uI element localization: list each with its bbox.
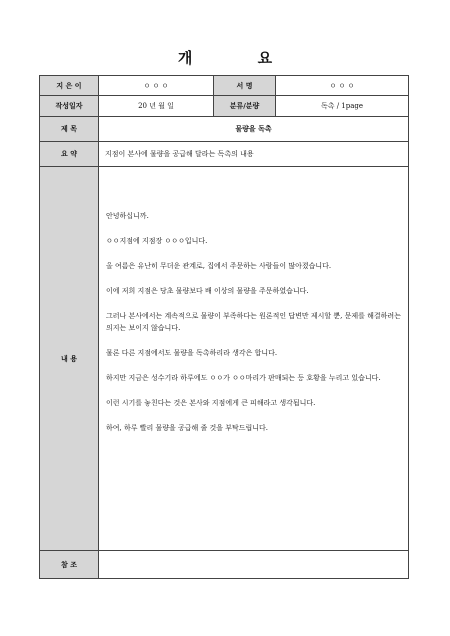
date-value[interactable]: 20 년 월 일 bbox=[99, 96, 214, 117]
content-paragraph: 하지만 지금은 성수기라 하루에도 ㅇㅇ가 ㅇㅇ마리가 판매되는 등 호황을 누리고 있습니다. bbox=[106, 374, 381, 382]
document-title: 개 요 bbox=[177, 49, 303, 67]
category-value[interactable]: 독촉 / 1page bbox=[276, 96, 409, 117]
subject-value[interactable]: 물량을 독촉 bbox=[99, 117, 409, 142]
category-label: 분류/분량 bbox=[214, 96, 276, 117]
subject-label: 제 목 bbox=[40, 117, 99, 142]
summary-value[interactable]: 지점이 본사에 물량을 공급해 달라는 독촉의 내용 bbox=[99, 142, 409, 167]
date-label: 작성일자 bbox=[40, 96, 99, 117]
signature-label: 서 명 bbox=[214, 76, 276, 96]
author-label: 지 은 이 bbox=[40, 76, 99, 96]
content-row bbox=[40, 167, 409, 551]
content-paragraph: 하여, 하루 빨리 물량을 공급해 줄 것을 부탁드립니다. bbox=[106, 424, 269, 432]
author-row bbox=[40, 76, 409, 96]
signature-value[interactable]: ㅇ ㅇ ㅇ bbox=[276, 76, 409, 96]
content-paragraph: 그러나 본사에서는 계속적으로 물량이 부족하다는 원론적인 답변만 제시할 뿐, 문제를 해결하려는 의지는 보이지 않습니다. bbox=[106, 312, 401, 332]
summary-form-table bbox=[39, 75, 409, 579]
content-label: 내 용 bbox=[40, 167, 99, 551]
summary-row bbox=[40, 142, 409, 167]
content-paragraph: 안녕하십니까. bbox=[106, 212, 149, 220]
content-paragraph: 물론 다른 지점에서도 물량을 독촉하리라 생각은 합니다. bbox=[106, 349, 278, 357]
reference-value[interactable] bbox=[99, 551, 409, 579]
reference-label: 참 조 bbox=[40, 551, 99, 579]
content-paragraph: 이런 시기를 놓친다는 것은 본사와 지점에게 큰 피해라고 생각됩니다. bbox=[106, 399, 316, 407]
reference-row bbox=[40, 551, 409, 579]
content-body[interactable] bbox=[99, 167, 409, 551]
summary-label: 요 약 bbox=[40, 142, 99, 167]
content-paragraph: 올 여름은 유난히 무더운 관계로, 집에서 주문하는 사람들이 많아졌습니다. bbox=[106, 262, 332, 270]
content-paragraph: 이에 저희 지점은 당초 물량보다 배 이상의 물량을 주문하였습니다. bbox=[106, 287, 309, 295]
author-value[interactable]: ㅇ ㅇ ㅇ bbox=[99, 76, 214, 96]
content-paragraph: ㅇㅇ지점에 지점장 ㅇㅇㅇ입니다. bbox=[106, 237, 208, 245]
date-row bbox=[40, 96, 409, 117]
subject-row bbox=[40, 117, 409, 142]
